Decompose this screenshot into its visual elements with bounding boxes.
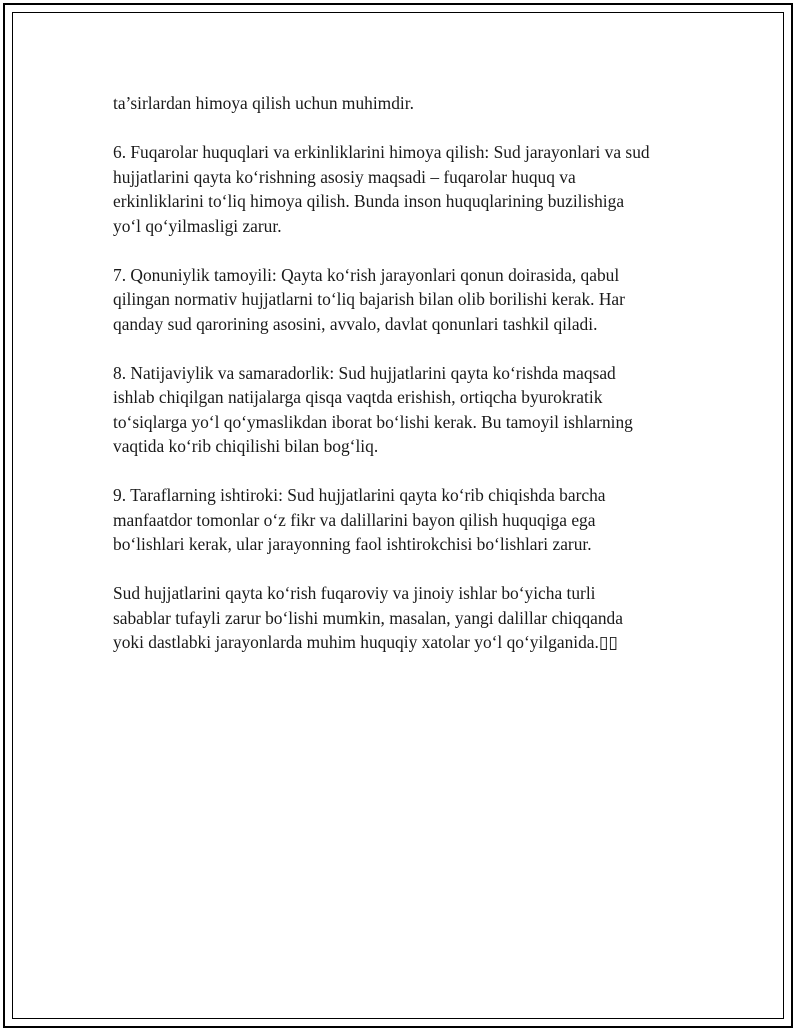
text-line: yoʻl qoʻyilmasligi zarur.	[113, 215, 282, 236]
text-line: boʻlishlari kerak, ular jarayonning faol ishtirokchisi boʻlishlari zarur.	[113, 534, 592, 554]
text-line: vaqtida koʻrib chiqilishi bilan bogʻliq.	[113, 436, 379, 456]
text-line: 9. Taraflarning ishtiroki: Sud hujjatlarini qayta koʻrib chiqishda barcha	[113, 485, 606, 505]
text-line: 7. Qonuniylik tamoyili: Qayta koʻrish jarayonlari qonun doirasida, qabul	[113, 264, 620, 285]
text-line: 8. Natijaviylik va samaradorlik: Sud hujjatlarini qayta koʻrishda maqsad	[113, 362, 616, 383]
text-line: toʻsiqlarga yoʻl qoʻymaslikdan iborat boʻlishi kerak. Bu tamoyil ishlarning	[113, 411, 633, 432]
text-line: qanday sud qarorining asosini, avvalo, davlat qonunlari tashkil qiladi.	[113, 313, 598, 334]
paragraph-conclusion	[113, 581, 703, 655]
text-line: qilingan normativ hujjatlarni toʻliq bajarish bilan olib borilishi kerak. Har	[113, 289, 625, 309]
text-line: ta’sirlardan himoya qilish uchun muhimdir.	[113, 93, 414, 113]
text-line: manfaatdor tomonlar oʻz fikr va dalillarini bayon qilish huquqiga ega	[113, 509, 596, 530]
text-line: 6. Fuqarolar huquqlari va erkinliklarini himoya qilish: Sud jarayonlari va sud	[113, 142, 650, 162]
text-line: ishlab chiqilgan natijalarga qisqa vaqtda erishish, ortiqcha byurokratik	[113, 387, 603, 407]
paragraph-item-7	[113, 263, 703, 337]
paragraph-item-8	[113, 361, 703, 459]
document-body	[113, 91, 703, 679]
text-line: erkinliklarini toʻliq himoya qilish. Bunda inson huquqlarining buzilishiga	[113, 191, 625, 211]
text-line: hujjatlarini qayta koʻrishning asosiy maqsadi – fuqarolar huquq va	[113, 166, 576, 187]
paragraph-item-6	[113, 140, 703, 238]
text-line: yoki dastlabki jarayonlarda muhim huquqiy xatolar yoʻl qoʻyilganida.▯▯	[113, 632, 618, 652]
text-line: Sud hujjatlarini qayta koʻrish fuqaroviy va jinoiy ishlar boʻyicha turli	[113, 583, 596, 603]
text-line: sabablar tufayli zarur boʻlishi mumkin, masalan, yangi dalillar chiqqanda	[113, 607, 623, 628]
paragraph-item-9	[113, 483, 703, 557]
paragraph-intro-continuation	[113, 91, 703, 116]
